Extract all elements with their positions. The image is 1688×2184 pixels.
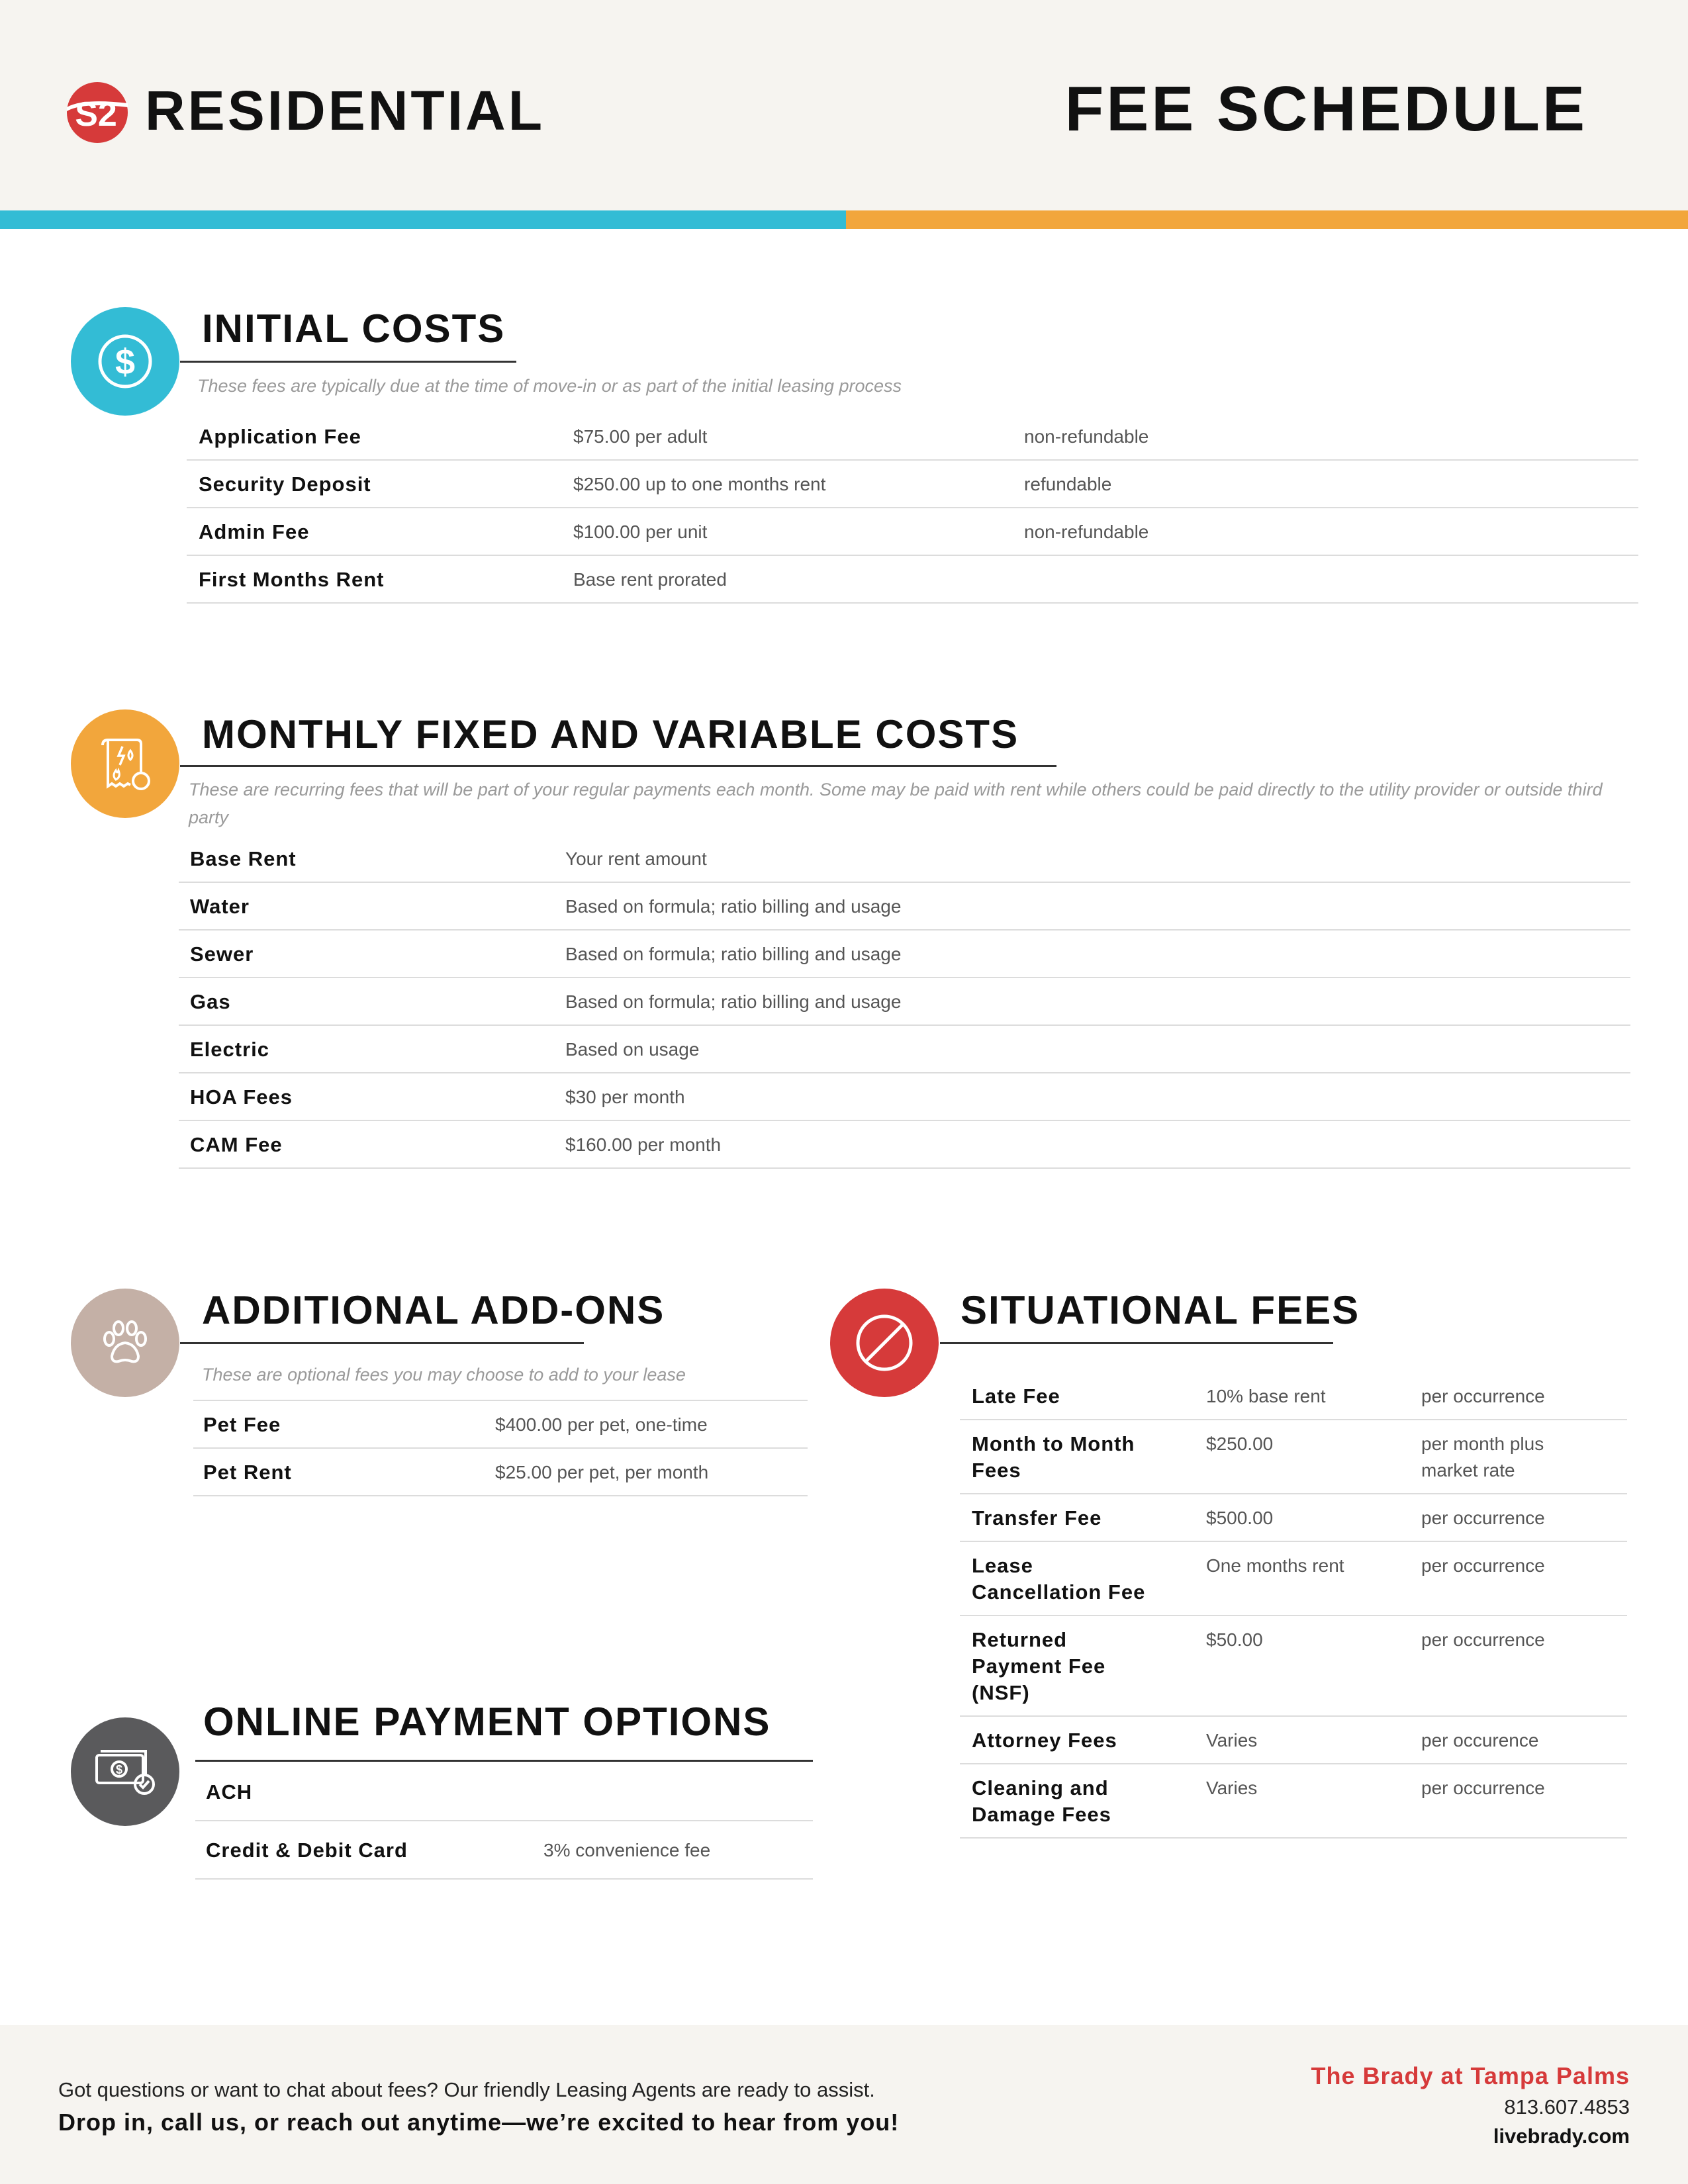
fee-label-line: Attorney Fees — [972, 1729, 1117, 1752]
fee-label — [199, 519, 309, 545]
svg-text:$: $ — [115, 342, 136, 382]
fee-amount: $250.00 up to one months rent — [573, 474, 826, 494]
table-row — [960, 1542, 1627, 1616]
utility-bill-icon — [92, 731, 158, 797]
fee-label — [190, 846, 297, 872]
fee-amount: $500.00 — [1206, 1508, 1274, 1528]
fee-note-line: per occurrence — [1421, 1386, 1545, 1406]
fee-label — [190, 893, 250, 920]
paw-icon — [92, 1310, 158, 1376]
fee-label — [190, 941, 254, 968]
fee-label-line: Application Fee — [199, 425, 361, 448]
monthly-costs-badge — [71, 709, 179, 818]
fee-amount: Your rent amount — [565, 848, 707, 869]
table-row — [193, 1449, 808, 1496]
table-row — [179, 978, 1630, 1026]
monthly-costs-title: MONTHLY FIXED AND VARIABLE COSTS — [202, 712, 1019, 756]
fee-label — [203, 1412, 281, 1438]
fee-amount: One months rent — [1206, 1555, 1344, 1576]
s2-logo-mark — [63, 74, 136, 147]
payment-rule — [195, 1760, 813, 1762]
situational-title: SITUATIONAL FEES — [961, 1288, 1360, 1332]
phone-link[interactable]: 813.607.4853 — [1504, 2095, 1630, 2118]
fee-label — [190, 989, 231, 1015]
fee-label-line: Cleaning and — [972, 1776, 1109, 1799]
fee-label — [972, 1553, 1145, 1606]
fee-label — [190, 1084, 293, 1111]
fee-label — [972, 1505, 1102, 1531]
fee-amount: 3% convenience fee — [543, 1840, 711, 1860]
fee-label — [972, 1775, 1111, 1828]
table-row — [960, 1764, 1627, 1839]
fee-label-line: Sewer — [190, 942, 254, 966]
table-row — [179, 1026, 1630, 1073]
fee-note — [1024, 424, 1149, 450]
footer-question: Got questions or want to chat about fees? Our friendly Leasing Agents are ready to assist. — [58, 2078, 875, 2101]
fee-label-line: Payment Fee — [972, 1655, 1106, 1678]
situational-badge — [830, 1289, 939, 1397]
fee-note-line: market rate — [1421, 1460, 1515, 1480]
fee-label-line: Transfer Fee — [972, 1506, 1102, 1529]
fee-note-line: per month plus — [1421, 1433, 1544, 1454]
fee-label-line: Cancellation Fee — [972, 1580, 1146, 1604]
table-row — [960, 1616, 1627, 1717]
fee-note-line: per occurrence — [1421, 1629, 1545, 1650]
initial-costs-title: INITIAL COSTS — [202, 306, 506, 351]
fee-note — [1421, 1383, 1545, 1410]
fee-amount: 10% base rent — [1206, 1386, 1326, 1406]
monthly-costs-description: These are recurring fees that will be part of your regular payments each month. Some may be paid with rent while others could be paid directly to the utility provider or outside third party — [189, 780, 1603, 827]
fee-note — [1024, 519, 1149, 545]
fee-label-line: Late Fee — [972, 1385, 1060, 1408]
cash-check-icon — [89, 1735, 162, 1808]
fee-label — [199, 424, 361, 450]
fee-label-line: Fees — [972, 1459, 1021, 1482]
addons-title: ADDITIONAL ADD-ONS — [202, 1288, 665, 1332]
addons-rule — [180, 1342, 584, 1344]
table-row — [187, 508, 1638, 556]
website-link[interactable]: livebrady.com — [1493, 2124, 1630, 2148]
fee-note-line: per occurrence — [1421, 1508, 1545, 1528]
fee-amount: Varies — [1206, 1778, 1258, 1798]
fee-label-line: Credit & Debit Card — [206, 1839, 408, 1862]
fee-note-line: per occurrence — [1421, 1778, 1545, 1798]
fee-amount: $75.00 per adult — [573, 426, 708, 447]
fee-amount: $400.00 per pet, one-time — [495, 1414, 708, 1435]
fee-note — [1421, 1553, 1545, 1579]
fee-label-line: Lease — [972, 1554, 1033, 1577]
fee-note-line: per occurrence — [1421, 1555, 1545, 1576]
fee-label — [190, 1132, 283, 1158]
fee-amount: $100.00 per unit — [573, 522, 708, 542]
property-name: The Brady at Tampa Palms — [1311, 2062, 1630, 2089]
initial-costs-rule — [180, 361, 516, 363]
table-row — [960, 1494, 1627, 1542]
table-row — [960, 1373, 1627, 1420]
fee-label — [972, 1727, 1117, 1754]
fee-label — [190, 1036, 269, 1063]
fee-note-line: refundable — [1024, 474, 1112, 494]
initial-costs-badge — [71, 307, 179, 416]
fee-amount: $50.00 — [1206, 1629, 1263, 1650]
fee-label — [206, 1779, 252, 1805]
table-row — [960, 1717, 1627, 1764]
prohibited-icon — [848, 1306, 921, 1379]
fee-label — [199, 471, 371, 498]
dollar-icon — [92, 328, 158, 394]
fee-label — [199, 567, 385, 593]
fee-label-line: ACH — [206, 1780, 253, 1803]
fee-amount: Varies — [1206, 1730, 1258, 1751]
logo-wordmark: RESIDENTIAL — [145, 79, 545, 142]
table-row — [179, 1121, 1630, 1169]
fee-amount: Based on formula; ratio billing and usage — [565, 944, 902, 964]
fee-label-line: Pet Rent — [203, 1461, 292, 1484]
fee-label-line: Gas — [190, 990, 231, 1013]
fee-label-line: Pet Fee — [203, 1413, 281, 1436]
fee-label — [972, 1383, 1060, 1410]
payment-badge — [71, 1717, 179, 1826]
s2-residential-logo — [63, 74, 545, 147]
addons-description: These are optional fees you may choose to add to your lease — [202, 1365, 686, 1385]
fee-label-line: Electric — [190, 1038, 270, 1061]
table-row — [195, 1763, 813, 1821]
addons-badge — [71, 1289, 179, 1397]
fee-amount: Based on usage — [565, 1039, 700, 1060]
situational-rule — [940, 1342, 1333, 1344]
table-row — [187, 413, 1638, 461]
fee-note — [1421, 1627, 1545, 1653]
fee-note — [1421, 1505, 1545, 1531]
fee-label-line: Security Deposit — [199, 473, 371, 496]
header-accent-blue — [0, 210, 846, 229]
fee-note — [1421, 1431, 1544, 1484]
fee-note — [1024, 471, 1111, 498]
fee-label-line: HOA Fees — [190, 1085, 293, 1109]
fee-note-line: non-refundable — [1024, 522, 1149, 542]
footer-invite: Drop in, call us, or reach out anytime—we’re excited to hear from you! — [58, 2109, 900, 2136]
fee-amount: $30 per month — [565, 1087, 685, 1107]
fee-label — [206, 1837, 408, 1864]
fee-label — [203, 1459, 292, 1486]
fee-label-line: (NSF) — [972, 1681, 1030, 1704]
initial-costs-description: These fees are typically due at the time of move-in or as part of the initial leasing process — [197, 376, 902, 396]
svg-text:S2: S2 — [75, 95, 117, 134]
fee-label-line: Month to Month — [972, 1432, 1135, 1455]
fee-label-line: First Months Rent — [199, 568, 385, 591]
fee-label-line: Water — [190, 895, 250, 918]
table-row — [179, 931, 1630, 978]
fee-amount: Base rent prorated — [573, 569, 727, 590]
fee-label-line: Base Rent — [190, 847, 297, 870]
fee-note — [1421, 1727, 1538, 1754]
fee-label-line: CAM Fee — [190, 1133, 283, 1156]
table-row — [195, 1821, 813, 1880]
fee-amount: $160.00 per month — [565, 1134, 722, 1155]
page-footer — [0, 2025, 1688, 2184]
fee-note — [1421, 1775, 1545, 1801]
fee-label — [972, 1627, 1105, 1706]
table-row — [193, 1401, 808, 1449]
table-row — [179, 1073, 1630, 1121]
fee-amount: Based on formula; ratio billing and usage — [565, 896, 902, 917]
fee-label-line: Admin Fee — [199, 520, 310, 543]
table-row — [187, 461, 1638, 508]
table-row — [960, 1420, 1627, 1494]
monthly-costs-rule — [180, 765, 1056, 767]
svg-text:$: $ — [115, 1763, 123, 1776]
page-title: FEE SCHEDULE — [1064, 73, 1587, 144]
payment-title: ONLINE PAYMENT OPTIONS — [203, 1700, 771, 1744]
fee-label-line: Damage Fees — [972, 1803, 1111, 1826]
table-row — [179, 883, 1630, 931]
table-row — [179, 835, 1630, 883]
header-accent-orange — [846, 210, 1688, 229]
fee-note-line: per occurence — [1421, 1730, 1539, 1751]
fee-note-line: non-refundable — [1024, 426, 1149, 447]
fee-amount: $25.00 per pet, per month — [495, 1462, 709, 1482]
table-row — [187, 556, 1638, 604]
fee-label-line: Returned — [972, 1628, 1068, 1651]
fee-amount: $250.00 — [1206, 1433, 1274, 1454]
fee-label — [972, 1431, 1135, 1484]
fee-amount: Based on formula; ratio billing and usage — [565, 991, 902, 1012]
